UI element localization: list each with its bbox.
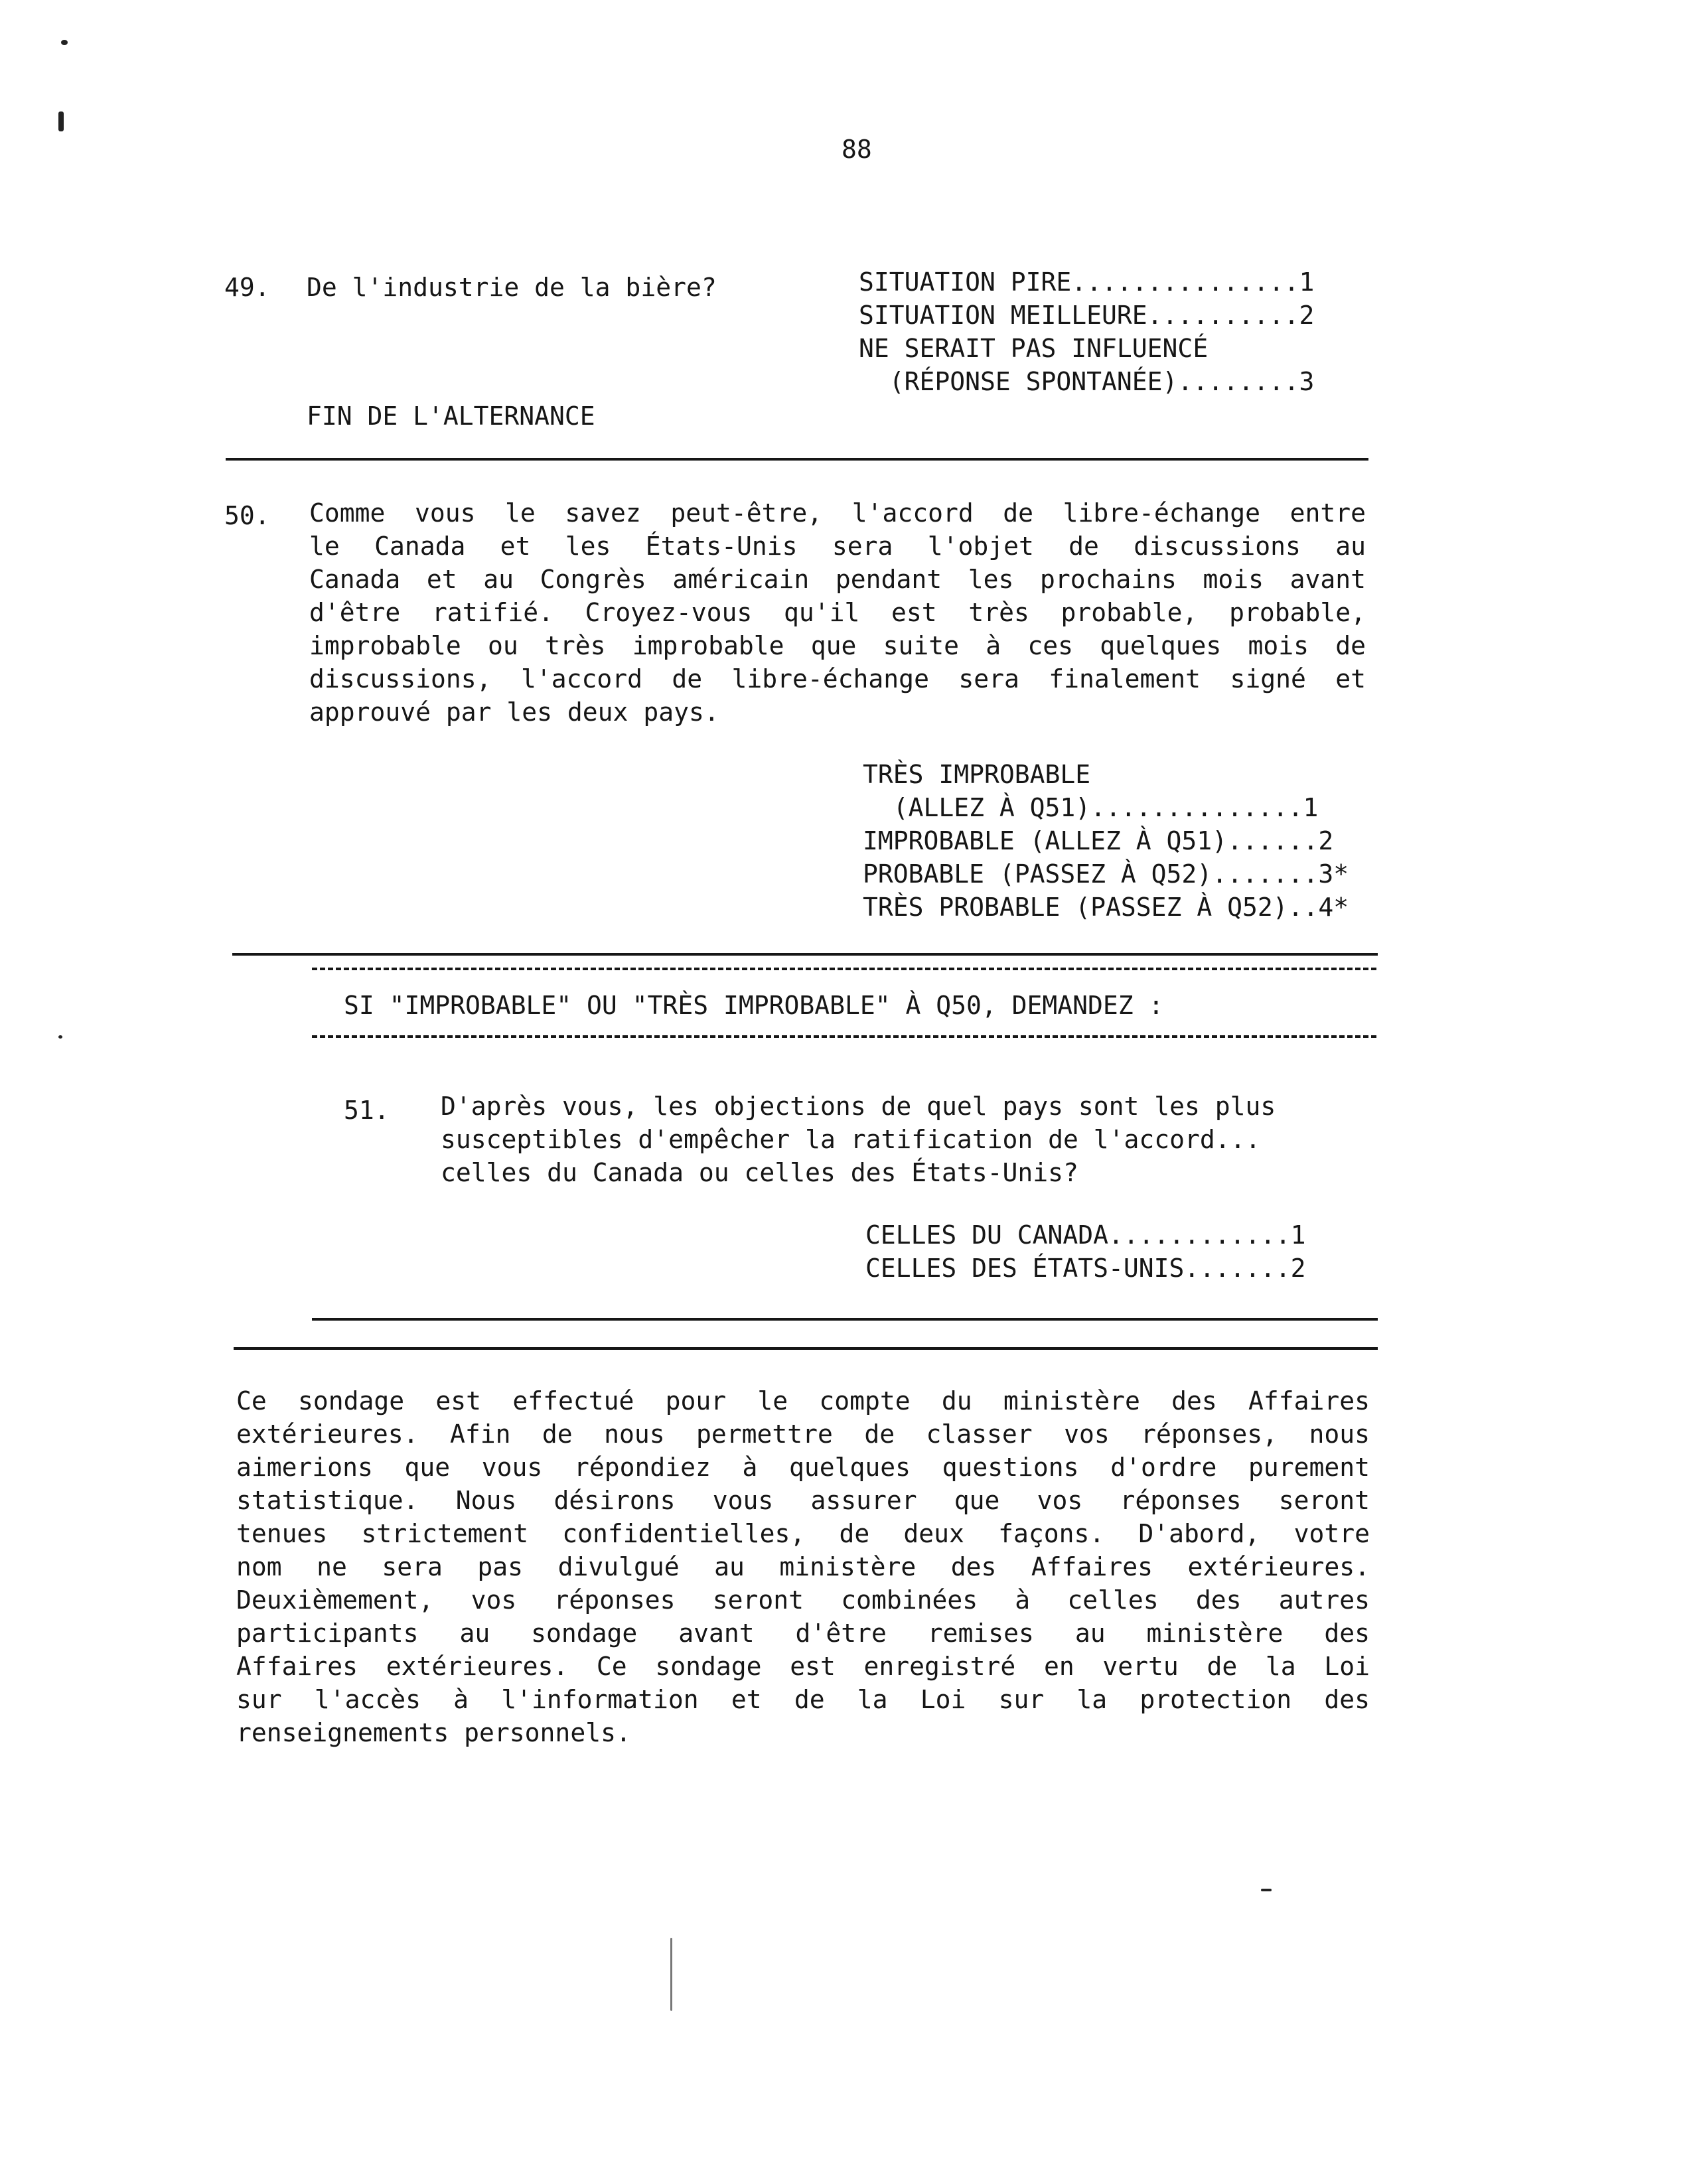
answer-option: SITUATION MEILLEURE..........2 — [859, 301, 1315, 330]
statement-line: participants au sondage avant d'être remises au ministère des — [236, 1619, 1370, 1648]
statement-line: nom ne sera pas divulgué au ministère des Affaires extérieures. — [236, 1552, 1370, 1581]
statement-line: Ce sondage est effectué pour le compte du ministère des Affaires — [236, 1386, 1370, 1416]
question-line: celles du Canada ou celles des États-Unis? — [441, 1158, 1078, 1187]
section-divider — [312, 1318, 1378, 1321]
interviewer-note: FIN DE L'ALTERNANCE — [307, 401, 595, 431]
answer-option: IMPROBABLE (ALLEZ À Q51)......2 — [863, 826, 1334, 855]
question-line: le Canada et les États-Unis sera l'objet de discussions au — [309, 532, 1366, 561]
statement-line: sur l'accès à l'information et de la Loi sur la protection des — [236, 1685, 1370, 1714]
question-text — [441, 1090, 1276, 1189]
page-number: 88 — [842, 135, 872, 164]
question-line: improbable ou très improbable que suite à ces quelques mois de — [309, 631, 1366, 660]
scan-mark — [61, 40, 68, 45]
question-line: discussions, l'accord de libre-échange sera finalement signé et — [309, 664, 1366, 693]
filter-instruction: SI "IMPROBABLE" OU "TRÈS IMPROBABLE" À Q50, DEMANDEZ : — [344, 991, 1164, 1020]
answer-option: TRÈS PROBABLE (PASSEZ À Q52)..4* — [863, 893, 1349, 922]
scan-mark — [1261, 1889, 1272, 1891]
question-number: 49. — [224, 273, 270, 302]
question-number: 51. — [344, 1096, 390, 1125]
dashed-divider — [312, 1035, 1376, 1038]
scan-mark — [58, 1035, 62, 1039]
statement-line: statistique. Nous désirons vous assurer que vos réponses seront — [236, 1486, 1370, 1515]
answer-option: PROBABLE (PASSEZ À Q52).......3* — [863, 859, 1349, 889]
answer-option: TRÈS IMPROBABLE — [863, 760, 1091, 789]
question-number: 50. — [224, 501, 270, 530]
answer-options — [863, 758, 1349, 924]
statement-line: Deuxièmement, vos réponses seront combinées à celles des autres — [236, 1585, 1370, 1615]
answer-option: (RÉPONSE SPONTANÉE)........3 — [859, 367, 1315, 396]
scan-mark — [58, 111, 64, 131]
question-line: D'après vous, les objections de quel pays sont les plus — [441, 1092, 1276, 1121]
question-line: d'être ratifié. Croyez-vous qu'il est très probable, probable, — [309, 598, 1366, 627]
question-text — [309, 496, 1366, 729]
question-line: Canada et au Congrès américain pendant les prochains mois avant — [309, 565, 1366, 594]
question-line: susceptibles d'empêcher la ratification de l'accord... — [441, 1125, 1261, 1154]
question-line: approuvé par les deux pays. — [309, 697, 719, 727]
scan-mark — [670, 1938, 672, 2011]
question-text: De l'industrie de la bière? — [307, 273, 717, 302]
confidentiality-statement — [236, 1384, 1370, 1749]
section-divider — [232, 953, 1378, 956]
statement-line: Affaires extérieures. Ce sondage est enregistré en vertu de la Loi — [236, 1652, 1370, 1681]
section-divider — [234, 1347, 1378, 1350]
statement-line: aimerions que vous répondiez à quelques questions d'ordre purement — [236, 1453, 1370, 1482]
answer-option: CELLES DES ÉTATS-UNIS.......2 — [865, 1254, 1306, 1283]
section-divider — [226, 458, 1368, 461]
question-line: Comme vous le savez peut-être, l'accord de libre-échange entre — [309, 498, 1366, 528]
dashed-divider — [312, 968, 1376, 970]
answer-option: NE SERAIT PAS INFLUENCÉ — [859, 334, 1209, 363]
statement-line: renseignements personnels. — [236, 1718, 631, 1747]
answer-options — [859, 265, 1314, 398]
statement-line: tenues strictement confidentielles, de deux façons. D'abord, votre — [236, 1519, 1370, 1548]
answer-option: (ALLEZ À Q51)..............1 — [863, 793, 1319, 822]
answer-options — [865, 1218, 1305, 1285]
answer-option: SITUATION PIRE...............1 — [859, 267, 1315, 297]
answer-option: CELLES DU CANADA............1 — [865, 1220, 1306, 1250]
statement-line: extérieures. Afin de nous permettre de classer vos réponses, nous — [236, 1420, 1370, 1449]
